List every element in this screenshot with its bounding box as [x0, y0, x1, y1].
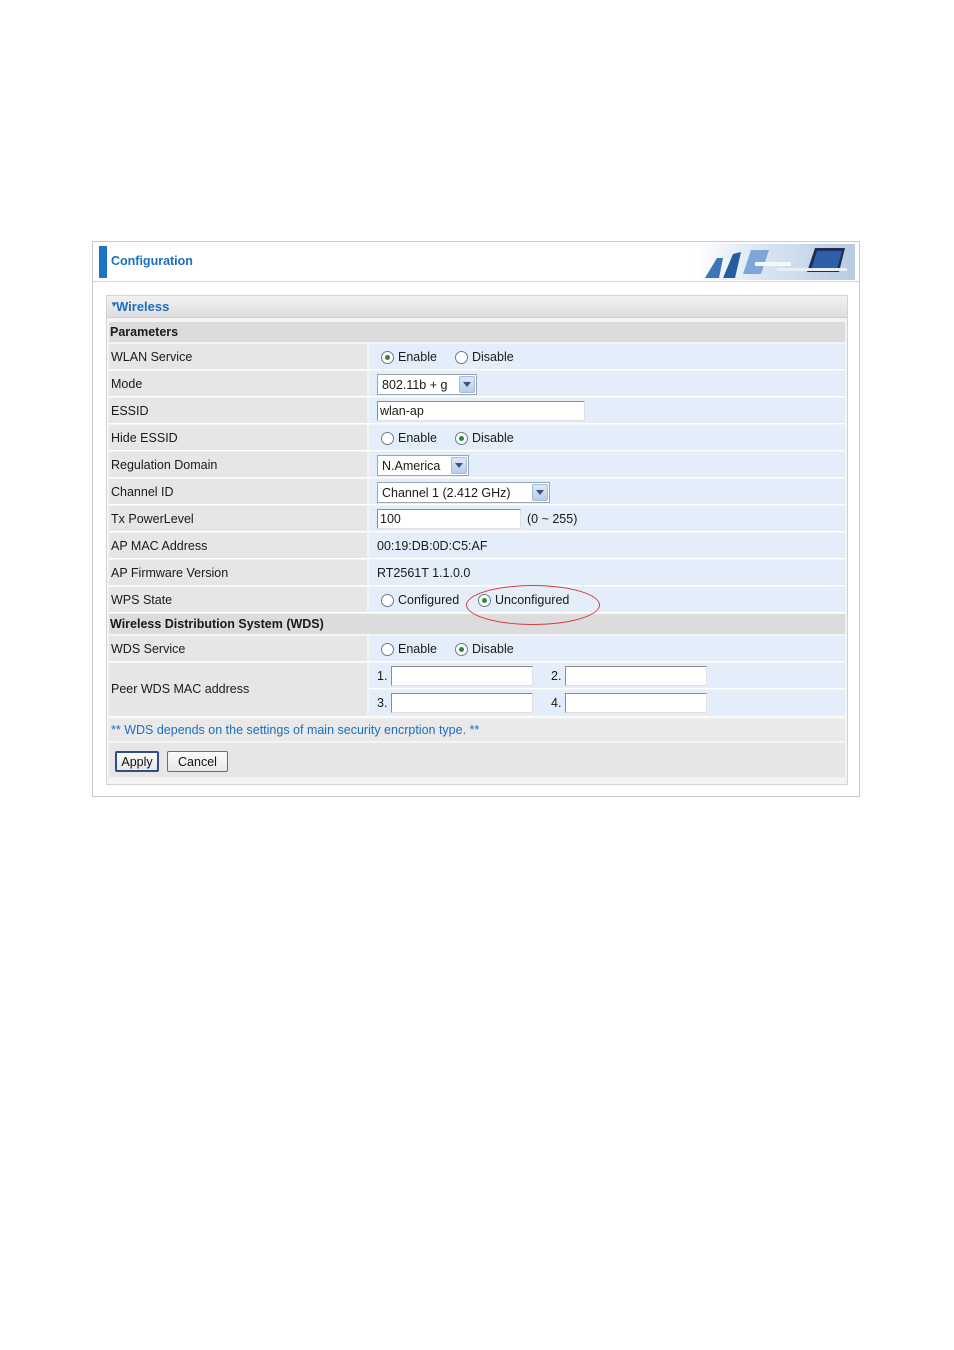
- mode-select-value: 802.11b + g: [382, 378, 448, 392]
- wps-configured-radio[interactable]: [381, 594, 394, 607]
- wlan-service-label: WLAN Service: [109, 344, 367, 370]
- regulation-domain-label: Regulation Domain: [109, 452, 367, 478]
- action-button-row: [109, 743, 845, 777]
- chevron-down-icon[interactable]: [451, 457, 467, 474]
- tx-power-label: Tx PowerLevel: [109, 506, 367, 532]
- mode-label: Mode: [109, 371, 367, 397]
- wds-group-header: [109, 614, 845, 634]
- mode-row: [109, 371, 845, 397]
- wds-service-disable-radio[interactable]: [455, 643, 468, 656]
- peer-mac-2-input[interactable]: [565, 666, 707, 686]
- peer-wds-mac-label: Peer WDS MAC address: [109, 663, 367, 717]
- peer-mac-4-number: 4.: [551, 696, 562, 710]
- wps-state-label: WPS State: [109, 587, 367, 613]
- configuration-frame: [92, 241, 860, 797]
- essid-input[interactable]: wlan-ap: [377, 401, 585, 421]
- ap-mac-row: [109, 533, 845, 559]
- peer-mac-1-number: 1.: [377, 669, 388, 683]
- wds-service-enable-radio[interactable]: [381, 643, 394, 656]
- tx-power-input[interactable]: 100: [377, 509, 521, 529]
- mode-select[interactable]: [377, 374, 477, 395]
- wlan-service-row: [109, 344, 845, 370]
- wlan-service-enable-label: Enable: [398, 350, 437, 364]
- wds-service-enable-label: Enable: [398, 642, 437, 656]
- wps-unconfigured-label: Unconfigured: [495, 593, 570, 607]
- peer-mac-2-number: 2.: [551, 669, 562, 683]
- peer-mac-3-input[interactable]: [391, 693, 533, 713]
- essid-label: ESSID: [109, 398, 367, 424]
- header-accent-bar: [99, 246, 107, 278]
- wds-service-disable-label: Disable: [472, 642, 514, 656]
- page-title: Configuration: [111, 254, 193, 268]
- hide-essid-label: Hide ESSID: [109, 425, 367, 451]
- config-header: [93, 242, 859, 282]
- tx-power-range: (0 ~ 255): [527, 512, 578, 526]
- ap-firmware-row: [109, 560, 845, 586]
- hide-essid-enable-radio[interactable]: [381, 432, 394, 445]
- channel-id-value: Channel 1 (2.412 GHz): [382, 486, 511, 500]
- peer-mac-1-input[interactable]: [391, 666, 533, 686]
- ap-mac-value: 00:19:DB:0D:C5:AF: [377, 539, 488, 553]
- chevron-down-icon[interactable]: [459, 376, 475, 393]
- wds-title: Wireless Distribution System (WDS): [110, 617, 324, 631]
- ap-firmware-label: AP Firmware Version: [109, 560, 367, 586]
- wps-unconfigured-highlight-ellipse: [466, 585, 600, 625]
- parameters-group-header: [109, 322, 845, 342]
- regulation-domain-select[interactable]: [377, 455, 469, 476]
- channel-id-row: [109, 479, 845, 505]
- parameters-title: Parameters: [110, 325, 179, 339]
- ap-mac-label: AP MAC Address: [109, 533, 367, 559]
- wps-configured-label: Configured: [398, 593, 460, 607]
- wds-service-label: WDS Service: [109, 636, 367, 662]
- hide-essid-disable-radio[interactable]: [455, 432, 468, 445]
- channel-id-label: Channel ID: [109, 479, 367, 505]
- hide-essid-enable-label: Enable: [398, 431, 437, 445]
- apply-button[interactable]: Apply: [115, 751, 159, 772]
- regulation-domain-row: [109, 452, 845, 478]
- wireless-section-title: Wireless: [116, 299, 170, 314]
- essid-row: [109, 398, 845, 424]
- chevron-down-icon[interactable]: [532, 484, 548, 501]
- hide-essid-row: [109, 425, 845, 451]
- peer-wds-mac-row: [109, 663, 845, 717]
- tx-power-row: [109, 506, 845, 532]
- header-decoration-image: [695, 244, 855, 280]
- ap-firmware-value: RT2561T 1.1.0.0: [377, 566, 471, 580]
- peer-mac-4-input[interactable]: [565, 693, 707, 713]
- hide-essid-disable-label: Disable: [472, 431, 514, 445]
- wds-service-row: [109, 636, 845, 662]
- cancel-button[interactable]: Cancel: [167, 751, 228, 772]
- wireless-section-header[interactable]: [107, 296, 847, 318]
- collapse-triangle-icon[interactable]: ▼: [110, 300, 118, 309]
- wireless-panel: [106, 295, 848, 785]
- regulation-domain-value: N.America: [382, 459, 441, 473]
- wds-security-note: ** WDS depends on the settings of main security encrption type. **: [109, 719, 845, 741]
- wlan-service-disable-label: Disable: [472, 350, 514, 364]
- wlan-service-disable-radio[interactable]: [455, 351, 468, 364]
- channel-id-select[interactable]: [377, 482, 550, 503]
- wlan-service-enable-radio[interactable]: [381, 351, 394, 364]
- peer-mac-3-number: 3.: [377, 696, 388, 710]
